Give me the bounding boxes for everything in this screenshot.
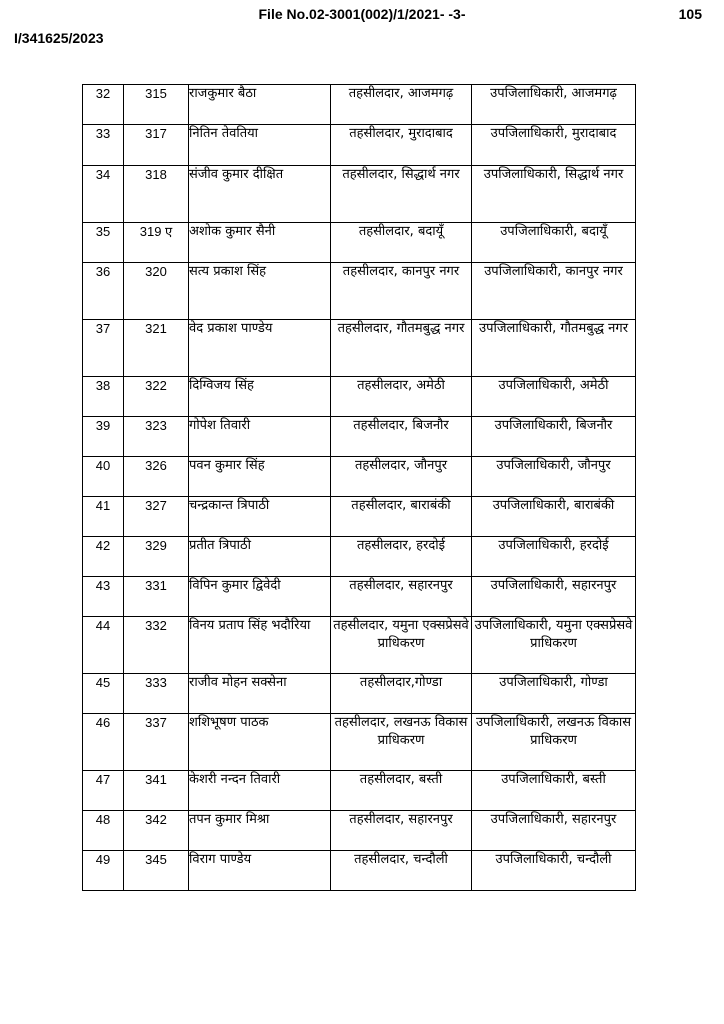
table-row xyxy=(83,457,636,497)
serial-number-cell: 44 xyxy=(83,617,124,674)
serial-number-cell: 36 xyxy=(83,263,124,320)
table-row xyxy=(83,714,636,771)
table-row xyxy=(83,377,636,417)
new-post-cell: उपजिलाधिकारी, गोण्डा xyxy=(472,674,636,714)
new-post-cell: उपजिलाधिकारी, बस्ती xyxy=(472,771,636,811)
serial-number-cell: 35 xyxy=(83,223,124,263)
officer-name-cell: राजीव मोहन सक्सेना xyxy=(189,674,331,714)
new-post-cell: उपजिलाधिकारी, मुरादाबाद xyxy=(472,125,636,166)
officer-name-cell: विनय प्रताप सिंह भदौरिया xyxy=(189,617,331,674)
officer-name-cell: गोपेश तिवारी xyxy=(189,417,331,457)
id-cell: 331 xyxy=(124,577,189,617)
current-post-cell: तहसीलदार, सहारनपुर xyxy=(331,577,472,617)
new-post-cell: उपजिलाधिकारी, आजमगढ़ xyxy=(472,85,636,125)
officer-name-cell: चन्द्रकान्त त्रिपाठी xyxy=(189,497,331,537)
reference-number: I/341625/2023 xyxy=(14,30,104,46)
transfer-table xyxy=(82,84,636,891)
serial-number-cell: 47 xyxy=(83,771,124,811)
serial-number-cell: 49 xyxy=(83,851,124,891)
id-cell: 345 xyxy=(124,851,189,891)
officer-name-cell: सत्य प्रकाश सिंह xyxy=(189,263,331,320)
serial-number-cell: 32 xyxy=(83,85,124,125)
new-post-cell: उपजिलाधिकारी, सहारनपुर xyxy=(472,811,636,851)
officer-name-cell: प्रतीत त्रिपाठी xyxy=(189,537,331,577)
serial-number-cell: 34 xyxy=(83,166,124,223)
table-row xyxy=(83,497,636,537)
id-cell: 322 xyxy=(124,377,189,417)
id-cell: 323 xyxy=(124,417,189,457)
new-post-cell: उपजिलाधिकारी, कानपुर नगर xyxy=(472,263,636,320)
officer-name-cell: वेद प्रकाश पाण्डेय xyxy=(189,320,331,377)
current-post-cell: तहसीलदार, सहारनपुर xyxy=(331,811,472,851)
table-row xyxy=(83,577,636,617)
id-cell: 342 xyxy=(124,811,189,851)
new-post-cell: उपजिलाधिकारी, लखनऊ विकास प्राधिकरण xyxy=(472,714,636,771)
id-cell: 317 xyxy=(124,125,189,166)
id-cell: 315 xyxy=(124,85,189,125)
serial-number-cell: 48 xyxy=(83,811,124,851)
current-post-cell: तहसीलदार, हरदोई xyxy=(331,537,472,577)
id-cell: 321 xyxy=(124,320,189,377)
id-cell: 320 xyxy=(124,263,189,320)
current-post-cell: तहसीलदार, अमेठी xyxy=(331,377,472,417)
page-number: 105 xyxy=(678,6,702,22)
new-post-cell: उपजिलाधिकारी, चन्दौली xyxy=(472,851,636,891)
officer-name-cell: केशरी नन्दन तिवारी xyxy=(189,771,331,811)
current-post-cell: तहसीलदार, बदायूँ xyxy=(331,223,472,263)
current-post-cell: तहसीलदार, बाराबंकी xyxy=(331,497,472,537)
current-post-cell: तहसीलदार, गौतमबुद्ध नगर xyxy=(331,320,472,377)
officer-name-cell: दिग्विजय सिंह xyxy=(189,377,331,417)
table-row xyxy=(83,674,636,714)
id-cell: 318 xyxy=(124,166,189,223)
officer-name-cell: तपन कुमार मिश्रा xyxy=(189,811,331,851)
serial-number-cell: 33 xyxy=(83,125,124,166)
table-row xyxy=(83,771,636,811)
current-post-cell: तहसीलदार, यमुना एक्सप्रेसवे प्राधिकरण xyxy=(331,617,472,674)
serial-number-cell: 46 xyxy=(83,714,124,771)
new-post-cell: उपजिलाधिकारी, गौतमबुद्ध नगर xyxy=(472,320,636,377)
table-row xyxy=(83,617,636,674)
new-post-cell: उपजिलाधिकारी, अमेठी xyxy=(472,377,636,417)
officer-name-cell: अशोक कुमार सैनी xyxy=(189,223,331,263)
current-post-cell: तहसीलदार, आजमगढ़ xyxy=(331,85,472,125)
table-row xyxy=(83,811,636,851)
new-post-cell: उपजिलाधिकारी, बाराबंकी xyxy=(472,497,636,537)
serial-number-cell: 45 xyxy=(83,674,124,714)
serial-number-cell: 42 xyxy=(83,537,124,577)
current-post-cell: तहसीलदार, कानपुर नगर xyxy=(331,263,472,320)
id-cell: 327 xyxy=(124,497,189,537)
new-post-cell: उपजिलाधिकारी, सिद्धार्थ नगर xyxy=(472,166,636,223)
table-row xyxy=(83,320,636,377)
table-row xyxy=(83,166,636,223)
officer-name-cell: विपिन कुमार द्विवेदी xyxy=(189,577,331,617)
officer-name-cell: नितिन तेवतिया xyxy=(189,125,331,166)
table-row xyxy=(83,263,636,320)
new-post-cell: उपजिलाधिकारी, हरदोई xyxy=(472,537,636,577)
serial-number-cell: 38 xyxy=(83,377,124,417)
current-post-cell: तहसीलदार, लखनऊ विकास प्राधिकरण xyxy=(331,714,472,771)
file-number: File No.02-3001(002)/1/2021- -3- xyxy=(258,6,466,22)
table-body xyxy=(83,85,636,891)
officer-name-cell: विराग पाण्डेय xyxy=(189,851,331,891)
table-row xyxy=(83,223,636,263)
id-cell: 333 xyxy=(124,674,189,714)
current-post-cell: तहसीलदार, मुरादाबाद xyxy=(331,125,472,166)
table-row xyxy=(83,85,636,125)
serial-number-cell: 40 xyxy=(83,457,124,497)
new-post-cell: उपजिलाधिकारी, बिजनौर xyxy=(472,417,636,457)
current-post-cell: तहसीलदार, बस्ती xyxy=(331,771,472,811)
new-post-cell: उपजिलाधिकारी, यमुना एक्सप्रेसवे प्राधिकरण xyxy=(472,617,636,674)
id-cell: 337 xyxy=(124,714,189,771)
id-cell: 341 xyxy=(124,771,189,811)
officer-name-cell: शशिभूषण पाठक xyxy=(189,714,331,771)
id-cell: 332 xyxy=(124,617,189,674)
officer-name-cell: राजकुमार बैठा xyxy=(189,85,331,125)
current-post-cell: तहसीलदार,गोण्डा xyxy=(331,674,472,714)
table-row xyxy=(83,417,636,457)
current-post-cell: तहसीलदार, सिद्धार्थ नगर xyxy=(331,166,472,223)
table-row xyxy=(83,851,636,891)
serial-number-cell: 43 xyxy=(83,577,124,617)
current-post-cell: तहसीलदार, चन्दौली xyxy=(331,851,472,891)
new-post-cell: उपजिलाधिकारी, बदायूँ xyxy=(472,223,636,263)
serial-number-cell: 41 xyxy=(83,497,124,537)
new-post-cell: उपजिलाधिकारी, सहारनपुर xyxy=(472,577,636,617)
officer-name-cell: संजीव कुमार दीक्षित xyxy=(189,166,331,223)
current-post-cell: तहसीलदार, बिजनौर xyxy=(331,417,472,457)
officer-name-cell: पवन कुमार सिंह xyxy=(189,457,331,497)
current-post-cell: तहसीलदार, जौनपुर xyxy=(331,457,472,497)
id-cell: 329 xyxy=(124,537,189,577)
serial-number-cell: 39 xyxy=(83,417,124,457)
table-row xyxy=(83,537,636,577)
id-cell: 326 xyxy=(124,457,189,497)
new-post-cell: उपजिलाधिकारी, जौनपुर xyxy=(472,457,636,497)
serial-number-cell: 37 xyxy=(83,320,124,377)
table-row xyxy=(83,125,636,166)
id-cell: 319 ए xyxy=(124,223,189,263)
